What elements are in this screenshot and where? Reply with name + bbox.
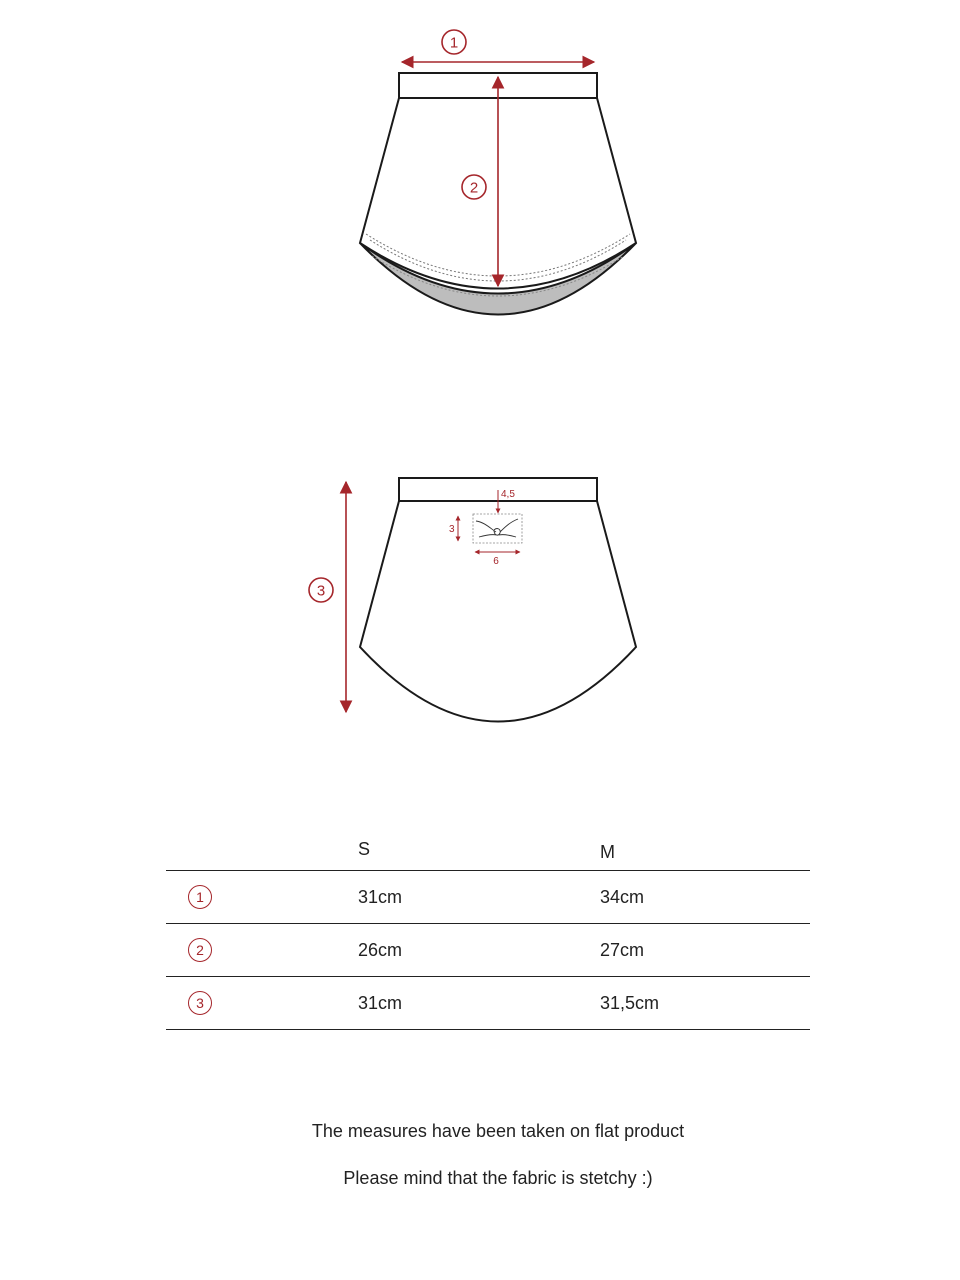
label-width-text: 6 bbox=[493, 556, 499, 567]
label-height-text: 3 bbox=[449, 524, 455, 535]
row-3-m-value: 31,5cm bbox=[600, 992, 660, 1013]
flat-measure-note: The measures have been taken on flat product bbox=[311, 1121, 685, 1141]
table-row bbox=[166, 977, 810, 1030]
back-view bbox=[309, 478, 636, 722]
table-row bbox=[166, 871, 810, 924]
row-marker-1: 1 bbox=[188, 885, 212, 909]
size-table bbox=[166, 828, 810, 1030]
row-2-s-value: 26cm bbox=[358, 939, 403, 960]
table-header-row bbox=[166, 828, 810, 871]
row-2-m-value: 27cm bbox=[600, 939, 645, 960]
row-marker-2: 2 bbox=[188, 938, 212, 962]
marker-2-text: 2 bbox=[469, 179, 479, 197]
row-3-s-value: 31cm bbox=[358, 992, 403, 1013]
header-size-m: M bbox=[600, 841, 615, 862]
header-empty-cell bbox=[166, 828, 238, 871]
header-size-s: S bbox=[358, 838, 371, 859]
row-1-m-value: 34cm bbox=[600, 886, 645, 907]
stretch-fabric-note: Please mind that the fabric is stetchy :) bbox=[343, 1168, 653, 1188]
row-1-s-value: 31cm bbox=[358, 886, 403, 907]
front-view bbox=[360, 30, 636, 315]
row-marker-3: 3 bbox=[188, 991, 212, 1015]
table-row bbox=[166, 924, 810, 977]
marker-3-text: 3 bbox=[316, 582, 326, 600]
marker-1-text: 1 bbox=[449, 34, 459, 52]
label-offset-text: 4,5 bbox=[501, 489, 515, 500]
